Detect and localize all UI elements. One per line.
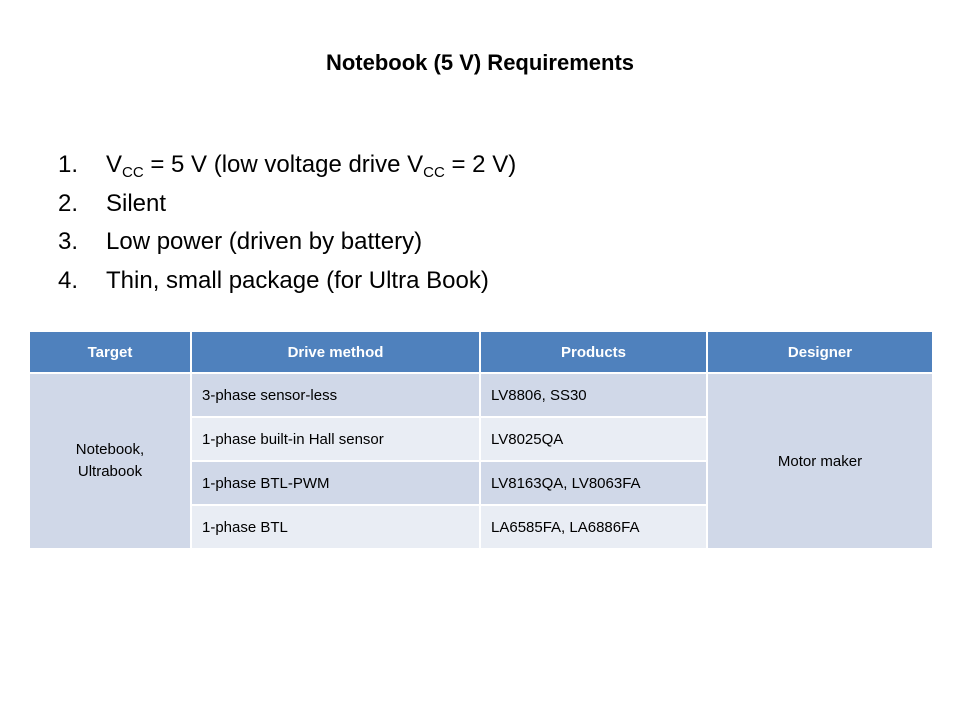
list-number: 1. bbox=[58, 151, 79, 178]
requirement-text-part: = 5 V (low voltage drive V bbox=[143, 151, 424, 178]
table-header-row bbox=[30, 332, 932, 372]
vcc-symbol: V bbox=[106, 151, 123, 178]
header-drive-method: Drive method bbox=[192, 332, 479, 372]
list-number: 2. bbox=[58, 189, 79, 217]
requirements-list bbox=[58, 146, 516, 300]
target-line: Notebook, bbox=[75, 441, 145, 458]
list-item bbox=[58, 223, 516, 262]
target-line: Ultrabook bbox=[77, 463, 143, 480]
requirement-text: Low power (driven by battery) bbox=[106, 228, 423, 255]
header-products: Products bbox=[481, 332, 706, 372]
products-cell: LA6585FA, LA6886FA bbox=[481, 506, 706, 548]
header-target: Target bbox=[30, 332, 190, 372]
designer-cell: Motor maker bbox=[708, 374, 932, 548]
list-number: 3. bbox=[58, 228, 79, 255]
products-cell: LV8025QA bbox=[481, 418, 706, 460]
list-item bbox=[58, 146, 516, 185]
requirement-text: Silent bbox=[106, 189, 167, 217]
target-cell bbox=[30, 374, 190, 548]
products-cell: LV8806, SS30 bbox=[481, 374, 706, 416]
table-row bbox=[30, 374, 932, 416]
requirement-text: Thin, small package (for Ultra Book) bbox=[106, 266, 489, 294]
drive-method-cell: 1-phase built-in Hall sensor bbox=[192, 418, 479, 460]
requirement-text-part: = 2 V) bbox=[444, 151, 517, 178]
subscript: CC bbox=[122, 164, 144, 181]
product-table bbox=[28, 330, 934, 550]
header-designer: Designer bbox=[708, 332, 932, 372]
list-number: 4. bbox=[58, 266, 79, 294]
page-title: Notebook (5 V) Requirements bbox=[325, 50, 635, 75]
drive-method-cell: 3-phase sensor-less bbox=[192, 374, 479, 416]
requirement-text bbox=[106, 146, 516, 185]
list-item bbox=[58, 185, 516, 224]
subscript: CC bbox=[423, 164, 445, 181]
drive-method-cell: 1-phase BTL bbox=[192, 506, 479, 548]
drive-method-cell: 1-phase BTL-PWM bbox=[192, 462, 479, 504]
list-item bbox=[58, 262, 516, 301]
products-cell: LV8163QA, LV8063FA bbox=[481, 462, 706, 504]
